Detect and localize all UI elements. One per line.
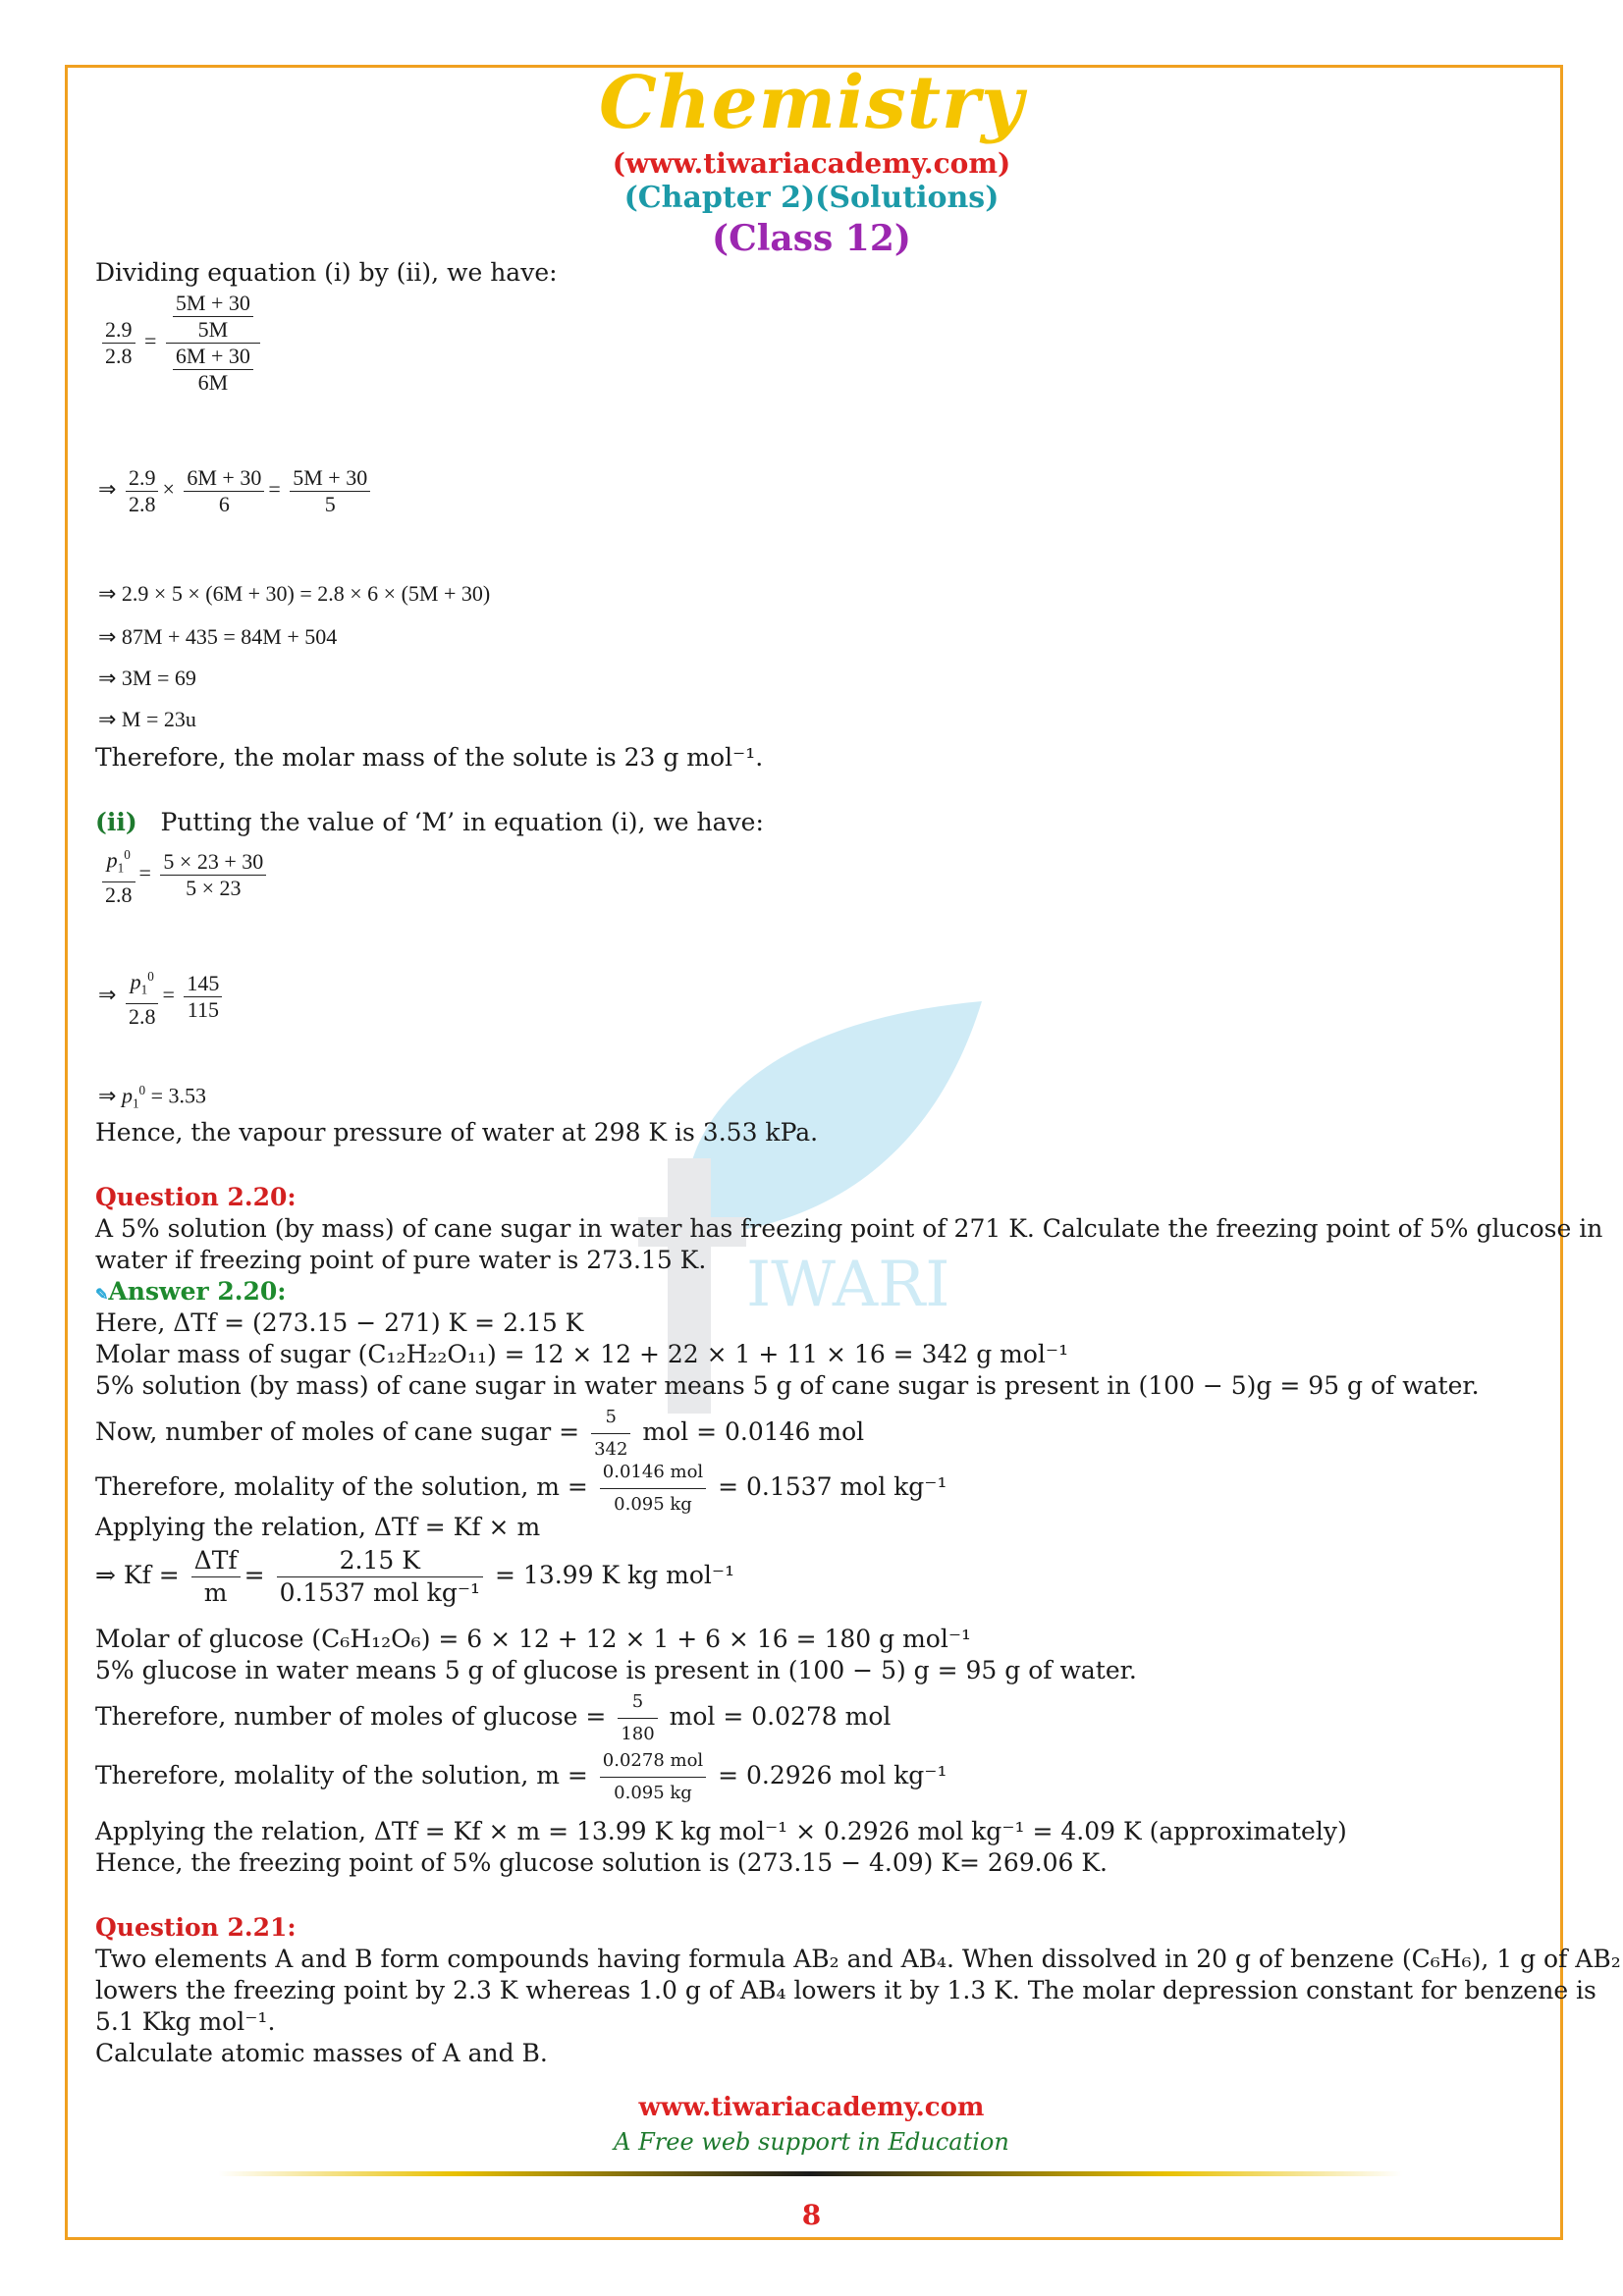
- p1-rhs-den-2: 115: [187, 996, 219, 1022]
- a11-post: = 0.2926 mol kg⁻¹: [718, 1761, 947, 1789]
- a10-fraction: [618, 1686, 657, 1750]
- footer-url[interactable]: www.tiwariacademy.com: [638, 2093, 985, 2122]
- question-2-21-text-4: Calculate atomic masses of A and B.: [95, 2039, 548, 2067]
- answer-line-12: Applying the relation, ΔTf = Kf × m = 13.99 K kg mol⁻¹ × 0.2926 mol kg⁻¹ = 4.09 K (approximately): [95, 1817, 1347, 1845]
- part-ii-intro-line: [95, 807, 764, 838]
- eq2-b-fraction: [184, 465, 264, 517]
- question-2-21-text-3: 5.1 Kkg mol⁻¹.: [95, 2007, 276, 2036]
- a4-num: 5: [591, 1402, 630, 1434]
- footer-divider: [218, 2171, 1402, 2176]
- eq1-rhs-bottom: [166, 344, 260, 396]
- a5-num: 0.0146 mol: [600, 1457, 706, 1489]
- eq2-b-num: 6M + 30: [184, 465, 264, 492]
- part-ii-intro: Putting the value of ‘M’ in equation (i), we have:: [160, 808, 764, 836]
- a4-pre: Now, number of moles of cane sugar =: [95, 1417, 580, 1446]
- p1-fraction-2: [126, 964, 159, 1030]
- a4-den: 342: [594, 1439, 628, 1460]
- question-2-20-text-2: water if freezing point of pure water is 273.15 K.: [95, 1246, 707, 1274]
- part-ii-eq1: $\frac{p_1^0}{2.8}$ = $\frac{5 \times 23 + 30}{5 \times 23}$: [98, 842, 270, 908]
- page-number: 8: [801, 2199, 822, 2231]
- a10-den: 180: [621, 1724, 655, 1744]
- p1-rhs-fraction-2: [184, 971, 222, 1023]
- answer-line-10: [95, 1686, 891, 1750]
- answer-line-3: 5% solution (by mass) of cane sugar in water means 5 g of cane sugar is present in (100 − 5)g = 95 g of water.: [95, 1371, 1480, 1400]
- a11-fraction: [600, 1745, 706, 1809]
- question-2-21-heading: Question 2.21:: [95, 1913, 297, 1942]
- answer-line-7: ⇒ Kf = $\frac{\text{ΔTf}}{m}$ = $\frac{2.15 K}{\text{0.1537 mol kg⁻¹}}$ = 13.99 K kg mol⁻¹: [95, 1546, 735, 1607]
- eq2-a-fraction: [126, 465, 159, 517]
- answer-line-13: Hence, the freezing point of 5% glucose solution is (273.15 − 4.09) K= 269.06 K.: [95, 1848, 1108, 1877]
- eq2-c-den: 5: [324, 492, 336, 516]
- a7-pre: ⇒ Kf =: [95, 1561, 180, 1589]
- answer-line-9: 5% glucose in water means 5 g of glucose is present in (100 − 5) g = 95 g of water.: [95, 1656, 1137, 1684]
- part-ii-eq3: ⇒ $p_1^0 = 3.53$: [98, 1083, 207, 1111]
- a10-pre: Therefore, number of moles of glucose =: [95, 1702, 607, 1731]
- a11-num: 0.0278 mol: [600, 1745, 706, 1778]
- answer-2-20-heading: Answer 2.20:: [108, 1277, 287, 1306]
- eq1-lhs-fraction: [102, 317, 135, 369]
- footer-tagline: A Free web support in Education: [614, 2128, 1009, 2156]
- a11-den: 0.095 kg: [614, 1783, 692, 1803]
- question-2-20-text-1: A 5% solution (by mass) of cane sugar in water has freezing point of 271 K. Calculate the freezing point of 5% glucose in: [95, 1214, 1603, 1243]
- a5-fraction: [600, 1457, 706, 1521]
- a7-n2: 2.15 K: [277, 1545, 484, 1577]
- a7-post: = 13.99 K kg mol⁻¹: [495, 1561, 735, 1589]
- a5-den: 0.095 kg: [614, 1494, 692, 1515]
- eq1-bot-num: 6M + 30: [173, 344, 253, 370]
- answer-line-2: Molar mass of sugar (C₁₂H₂₂O₁₁) = 12 × 12 + 22 × 1 + 11 × 16 = 342 g mol⁻¹: [95, 1340, 1069, 1368]
- eq2-a-num: 2.9: [126, 465, 159, 492]
- p1-symbol-2: $p_1^0$: [126, 964, 159, 1004]
- watermark-text: IWARI: [746, 1249, 950, 1321]
- a10-num: 5: [618, 1686, 657, 1719]
- answer-pen-icon: ✎: [95, 1285, 109, 1304]
- a7-fraction-2: [277, 1545, 484, 1609]
- p1-den-2: 2.8: [128, 1003, 156, 1029]
- p1-rhs-num: 5 × 23 + 30: [160, 849, 266, 876]
- answer-line-11: [95, 1745, 947, 1809]
- part-ii-label: (ii): [95, 808, 137, 836]
- a11-pre: Therefore, molality of the solution, m =: [95, 1761, 588, 1789]
- answer-line-6: Applying the relation, ΔTf = Kf × m: [95, 1513, 541, 1541]
- part-i-eq5: ⇒ 3M = 69: [98, 666, 196, 690]
- a7-fraction-1: [191, 1545, 241, 1609]
- question-2-21-text-2: lowers the freezing point by 2.3 K whereas 1.0 g of AB₄ lowers it by 1.3 K. The molar depression constant for benzene is: [95, 1976, 1596, 2004]
- p1-fraction: [102, 842, 135, 908]
- p1-symbol: $p_1^0$: [102, 842, 135, 882]
- header-title: Chemistry: [598, 61, 1025, 145]
- part-ii-eq2: ⇒ $\frac{p_1^0}{2.8}$ = $\frac{145}{115}$: [98, 964, 226, 1030]
- p1-rhs-fraction: [160, 849, 266, 901]
- eq2-a-den: 2.8: [128, 492, 156, 516]
- eq1-bot-fraction: [173, 344, 253, 396]
- eq1-lhs-den: 2.8: [105, 344, 133, 368]
- header-url[interactable]: (www.tiwariacademy.com): [612, 147, 1011, 180]
- eq1-rhs-fraction: [166, 291, 260, 396]
- part-i-eq3: ⇒ 2.9 × 5 × (6M + 30) = 2.8 × 6 × (5M + 30): [98, 581, 491, 606]
- question-2-21-text-1: Two elements A and B form compounds having formula AB₂ and AB₄. When dissolved in 20 g of benzene (C₆H₆), 1 g of AB₂: [95, 1945, 1621, 1973]
- eq1-rhs-top: [166, 291, 260, 344]
- eq1-top-den: 5M: [197, 317, 229, 342]
- a4-post: mol = 0.0146 mol: [642, 1417, 865, 1446]
- eq1-bot-den: 6M: [197, 370, 229, 395]
- header-class: (Class 12): [712, 218, 911, 259]
- eq2-c-num: 5M + 30: [290, 465, 370, 492]
- a7-n1: ΔTf: [191, 1545, 241, 1577]
- answer-line-8: Molar of glucose (C₆H₁₂O₆) = 6 × 12 + 12 × 1 + 6 × 16 = 180 g mol⁻¹: [95, 1625, 972, 1653]
- a7-d1: m: [203, 1578, 228, 1607]
- eq1-lhs-num: 2.9: [102, 317, 135, 344]
- answer-line-1: Here, ΔTf = (273.15 − 271) K = 2.15 K: [95, 1308, 584, 1337]
- part-i-conclusion: Therefore, the molar mass of the solute is 23 g mol⁻¹.: [95, 743, 764, 772]
- a7-d2: 0.1537 mol kg⁻¹: [279, 1578, 481, 1607]
- eq1-equals: =: [144, 328, 157, 353]
- answer-2-20-heading-row: [95, 1276, 286, 1310]
- part-ii-conclusion: Hence, the vapour pressure of water at 298 K is 3.53 kPa.: [95, 1118, 819, 1147]
- p1-value: = 3.53: [150, 1083, 207, 1108]
- eq2-b-den: 6: [218, 492, 230, 516]
- p1-den: 2.8: [105, 881, 133, 907]
- a10-post: mol = 0.0278 mol: [669, 1702, 892, 1731]
- eq2-c-fraction: [290, 465, 370, 517]
- part-i-eq1: [98, 291, 264, 396]
- implies-symbol: ⇒: [98, 476, 117, 502]
- part-i-intro: Dividing equation (i) by (ii), we have:: [95, 258, 558, 287]
- part-i-eq2: ⇒ $\frac{2.9}{2.8}$ × $\frac{6M + 30}{6}$ = $\frac{5M + 30}{5}$: [98, 465, 374, 517]
- part-i-eq6: ⇒ M = 23u: [98, 707, 196, 731]
- a5-pre: Therefore, molality of the solution, m =: [95, 1472, 588, 1501]
- p1-rhs-den: 5 × 23: [186, 875, 242, 900]
- eq1-top-fraction: [173, 291, 253, 343]
- header-chapter: (Chapter 2)(Solutions): [623, 181, 1000, 215]
- part-i-eq4: ⇒ 87M + 435 = 84M + 504: [98, 624, 338, 649]
- a5-post: = 0.1537 mol kg⁻¹: [718, 1472, 947, 1501]
- question-2-20-heading: Question 2.20:: [95, 1183, 297, 1211]
- eq1-top-num: 5M + 30: [173, 291, 253, 317]
- p1-rhs-num-2: 145: [184, 971, 222, 997]
